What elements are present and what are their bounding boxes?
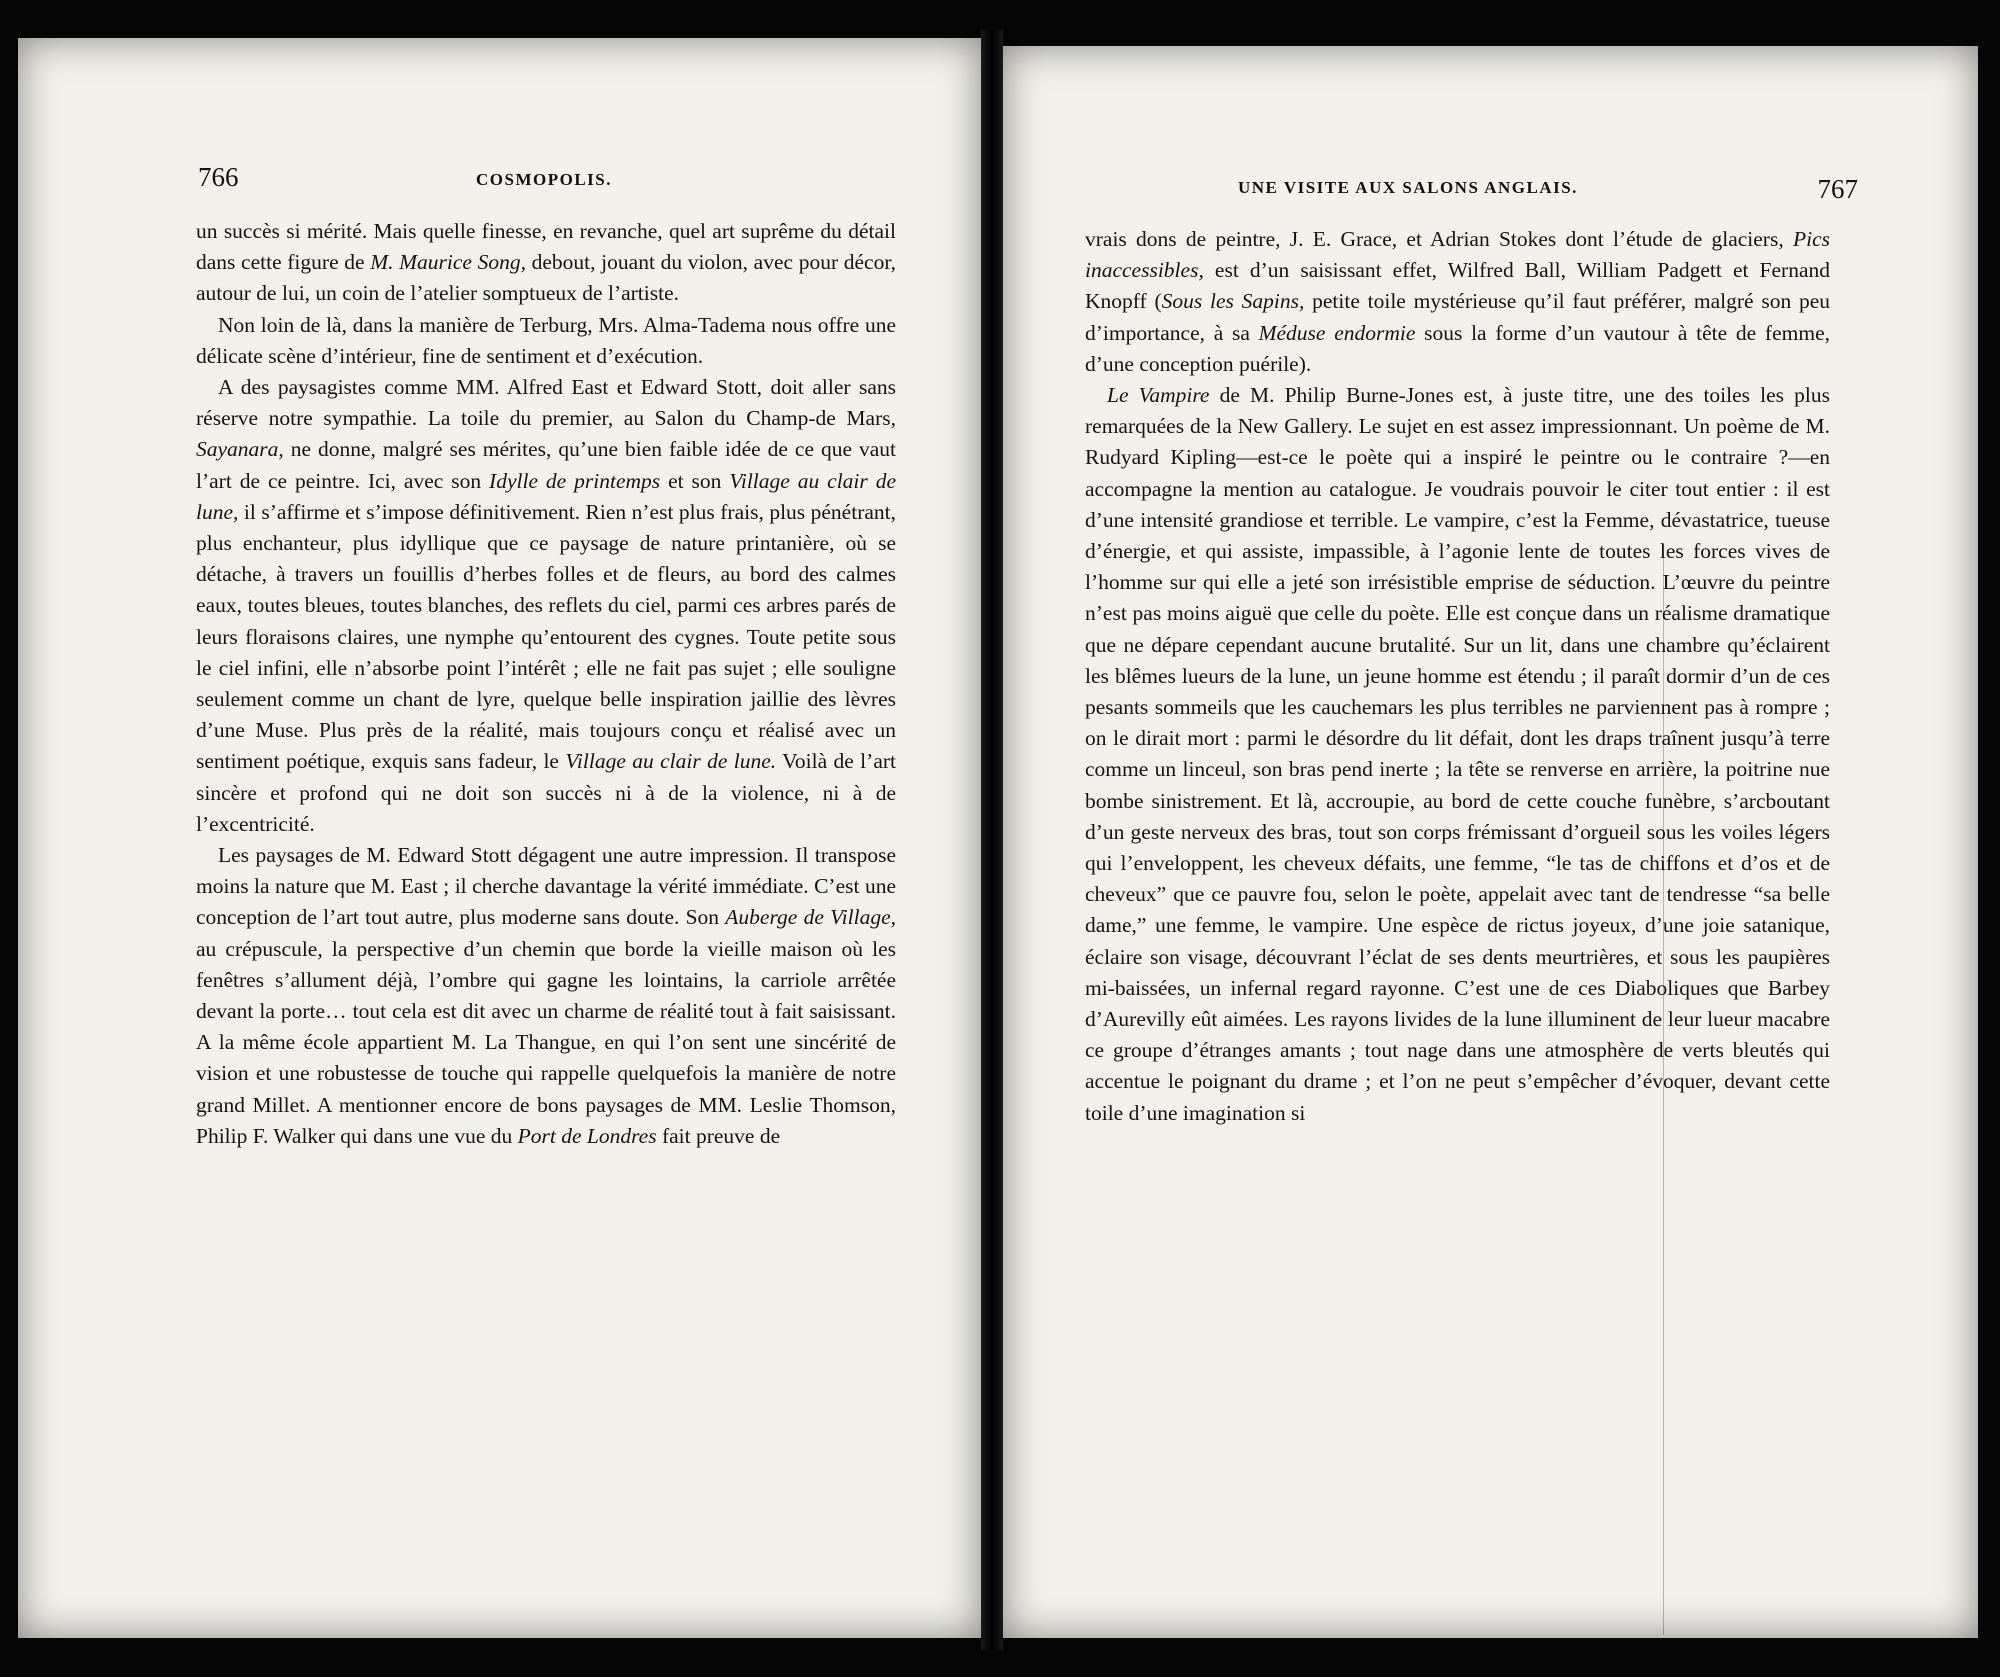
text-run: ne donne, malgré ses mérites, qu’une bien faible idée de ce que vaut l’art de ce peintre. Ici, avec son — [196, 437, 896, 493]
paragraph — [196, 840, 896, 1152]
text-run: il s’affirme et s’impose définitivement. Rien n’est plus frais, plus pénétrant, plus enchanteur, plus idyllique que ce paysage de nature printanière, où se détache, à travers un fouillis d’herbes folles et de fleurs, au bord des calmes eaux, toutes bleues, toutes blanches, des reflets du ciel, parmi ces arbres parés de leurs floraisons claires, une nymphe qu’entourent des cygnes. Toute petite sous le ciel infini, elle n’absorbe point l’intérêt ; elle ne fait pas sujet ; elle souligne seulement comme un chant de lyre, quelque belle inspiration jaillie des lèvres d’une Muse. Plus près de la réalité, mais toujours conçu et réalisé avec un sentiment poétique, exquis sans fadeur, le — [196, 499, 896, 774]
running-head: COSMOPOLIS. — [476, 170, 612, 189]
right-page — [1003, 46, 1978, 1638]
italic-title: Sous les Sapins, — [1161, 289, 1305, 314]
left-page-body — [196, 216, 896, 1152]
text-run: sous la forme d’un vautour à tête de femme, d’une conception puérile). — [1085, 320, 1830, 376]
text-run: debout, jouant du violon, avec pour décor, autour de lui, un coin de l’atelier somptueux de l’artiste. — [196, 250, 897, 306]
text-run: A des paysagistes comme MM. Alfred East et Edward Stott, doit aller sans réserve notre sympathie. La toile du premier, au Salon du Champ-de Mars, — [196, 375, 896, 431]
italic-title: Village au clair de lune, — [196, 468, 896, 524]
italic-title: Village au clair de lune. — [565, 749, 777, 774]
text-run: petite toile mystérieuse qu’il faut préférer, malgré son peu d’importance, à sa — [1085, 289, 1830, 345]
text-run: et son — [660, 468, 730, 493]
text-run: est d’un saisissant effet, Wilfred Ball, William Padgett et Fernand Knopff ( — [1085, 258, 1830, 314]
text-run: au crépuscule, la perspective d’un chemin que borde la vieille maison où les fenêtres s’allument déjà, l’ombre qui gagne les lointains, la carriole arrêtée devant la porte… tout cela est dit avec un charme de réalité tout à fait saisissant. A la même école appartient M. La Thangue, en qui l’on sent une sincérité de vision et une robustesse de touche qui rappelle quelquefois la manière de notre grand Millet. A mentionner encore de bons paysages de MM. Leslie Thomson, Philip F. Walker qui dans une vue du — [196, 936, 896, 1148]
italic-title: Idylle de printemps — [489, 468, 661, 493]
paragraph — [196, 372, 896, 840]
paragraph — [1085, 224, 1830, 380]
italic-title: Sayanara, — [196, 437, 284, 462]
text-run: Voilà de l’art sincère et profond qui ne doit son succès ni à de la violence, ni à de l’excentricité. — [196, 749, 896, 836]
italic-title: Méduse endormie — [1258, 320, 1416, 345]
text-run: un succès si mérité. Mais quelle finesse, en revanche, quel art suprême du détail dans cette figure de — [196, 219, 896, 275]
page-crease — [1663, 545, 1664, 1635]
right-page-header — [1238, 170, 1858, 210]
text-run: de M. Philip Burne-Jones est, à juste titre, une des toiles les plus remarquées de la New Gallery. Le sujet en est assez impressionnant. Un poème de M. Rudyard Kipling—est-ce le poète qui a inspiré le peintre ou le contraire ?—en accompagne la mention au catalogue. Je voudrais pouvoir le citer tout entier : il est d’une intensité grandiose et terrible. Le vampire, c’est la Femme, dévastatrice, tueuse d’énergie, et qui assiste, impassible, à l’agonie lente de toutes les forces vives de l’homme sur qui elle a jeté son irrésistible emprise de séduction. L’œuvre du peintre n’est pas moins aiguë que celle du poète. Elle est conçue dans un réalisme dramatique que ne dépare cependant aucune brutalité. Sur un lit, dans une chambre qu’éclairent les blêmes lueurs de la lune, un jeune homme est étendu ; il paraît dormir d’un de ces pesants sommeils que les cauchemars les plus terribles ne parviennent pas à rompre ; on le dirait mort : parmi le désordre du lit défait, dont les draps traînent jusqu’à terre comme un linceul, son bras pend inerte ; la tête se renverse en arrière, la poitrine nue bombe sinistrement. Et là, accroupie, au bord de cette couche funèbre, s’arcboutant d’un geste nerveux des bras, tout son corps frémissant d’orgueil sous les voiles légers qui l’enveloppent, les cheveux défaits, une femme, “le tas de chiffons et d’os et de cheveux” que ce pauvre fou, selon le poète, appelait avec tant de tendresse “sa belle dame,” une femme, le vampire. Une espèce de rictus joyeux, d’une joie satanique, éclaire son visage, découvrant l’éclat de ses dents meurtrières, et sous les paupières mi-baissées, un infernal regard rayonne. C’est une de ces Diaboliques que Barbey d’Aurevilly eût aimées. Les rayons livides de la lune illuminent de leur lueur macabre ce groupe d’étranges amants ; tout nage dans une atmosphère de verts bleutés qui accentue le poignant du drame ; et l’on ne peut s’empêcher d’évoquer, devant cette toile d’une imagination si — [1085, 383, 1830, 1125]
italic-title: Port de Londres — [517, 1123, 657, 1148]
page-number: 766 — [198, 162, 239, 192]
left-page-header — [198, 162, 898, 202]
text-run: Non loin de là, dans la manière de Terburg, Mrs. Alma-Tadema nous offre une délicate scène d’intérieur, fine de sentiment et d’exécution. — [196, 312, 896, 368]
running-head: UNE VISITE AUX SALONS ANGLAIS. — [1238, 178, 1578, 197]
left-page — [18, 38, 981, 1638]
text-run: Les paysages de M. Edward Stott dégagent une autre impression. Il transpose moins la nature que M. East ; il cherche davantage la vérité immédiate. C’est une conception de l’art tout autre, plus moderne sans doute. Son — [196, 843, 896, 930]
italic-title: Pics inaccessibles, — [1085, 227, 1830, 283]
paragraph — [196, 216, 896, 310]
italic-title: Le Vampire — [1107, 383, 1210, 408]
text-run: vrais dons de peintre, J. E. Grace, et Adrian Stokes dont l’étude de glaciers, — [1085, 227, 1793, 251]
italic-title: M. Maurice Song, — [370, 250, 526, 275]
text-run: fait preuve de — [656, 1123, 781, 1148]
paragraph — [196, 310, 896, 372]
page-number: 767 — [1817, 174, 1858, 204]
paragraph — [1085, 380, 1830, 1129]
book-gutter — [981, 30, 1003, 1650]
italic-title: Auberge de Village, — [725, 905, 896, 930]
right-page-body — [1085, 224, 1830, 1129]
